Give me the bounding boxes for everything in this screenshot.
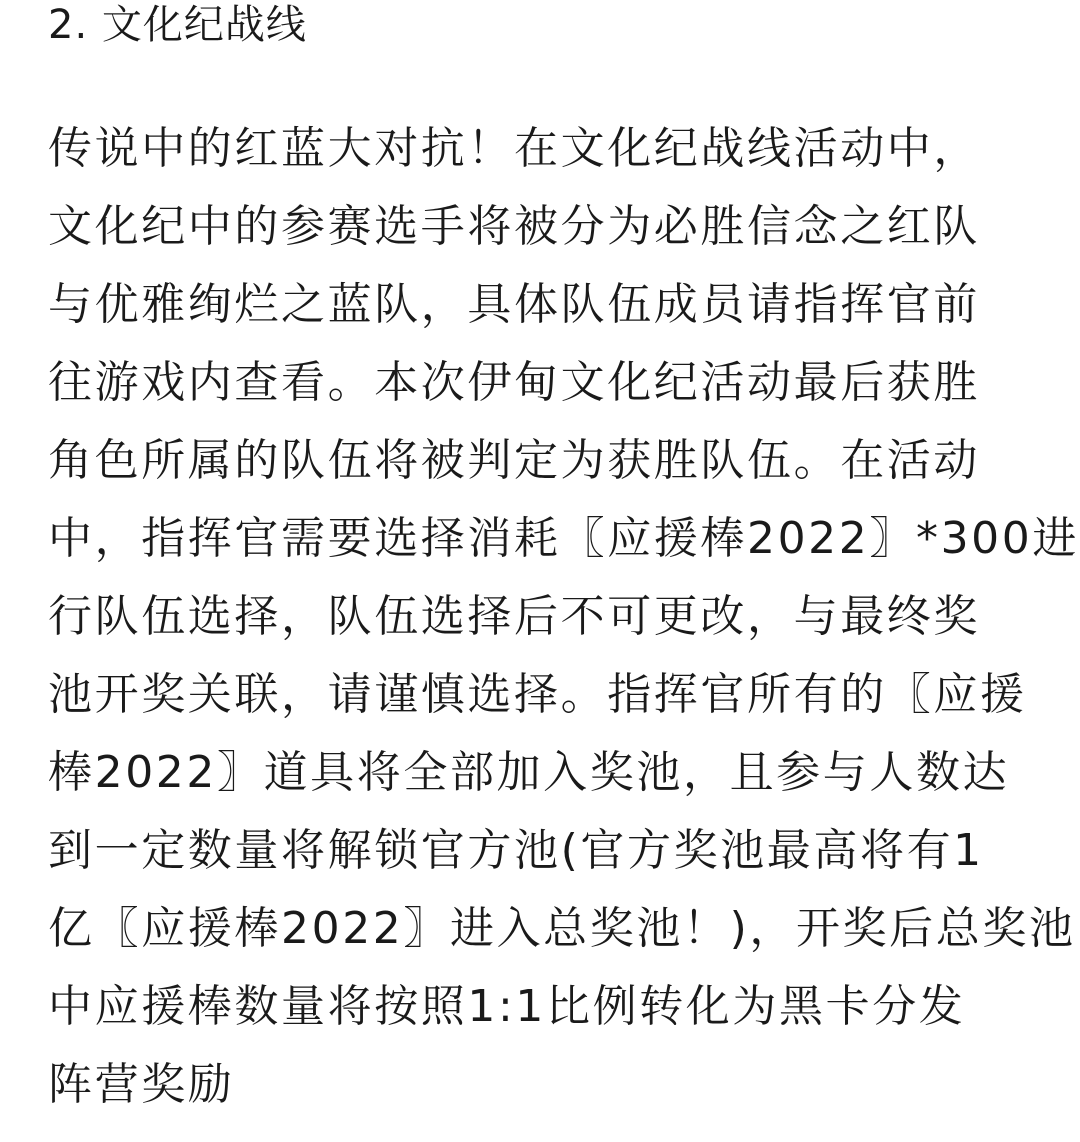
paragraph-line: 中，指挥官需要选择消耗〖应援棒2022〗*300进 [48,513,1079,564]
paragraph-line: 角色所属的队伍将被判定为获胜队伍。在活动 [48,435,980,486]
paragraph-line: 到一定数量将解锁官方池(官方奖池最高将有1 [48,825,984,876]
paragraph-line: 池开奖关联，请谨慎选择。指挥官所有的〖应援 [48,669,1027,720]
paragraph-line: 文化纪中的参赛选手将被分为必胜信念之红队 [48,201,980,252]
paragraph-line: 行队伍选择，队伍选择后不可更改，与最终奖 [48,591,980,642]
paragraph-line: 传说中的红蓝大对抗！在文化纪战线活动中， [48,123,980,174]
paragraph-line: 中应援棒数量将按照1:1比例转化为黑卡分发 [48,981,966,1032]
paragraph-line: 与优雅绚烂之蓝队，具体队伍成员请指挥官前 [48,279,980,330]
paragraph-line: 亿〖应援棒2022〗进入总奖池！)，开奖后总奖池 [48,903,1076,954]
section-heading: 2. 文化纪战线 [48,2,307,48]
article-section [48,0,1079,1124]
paragraph-line: 阵营奖励 [48,1059,235,1110]
paragraph-line: 往游戏内查看。本次伊甸文化纪活动最后获胜 [48,357,980,408]
event-description-paragraph [48,110,1079,1124]
paragraph-line: 棒2022〗道具将全部加入奖池，且参与人数达 [48,747,1010,798]
